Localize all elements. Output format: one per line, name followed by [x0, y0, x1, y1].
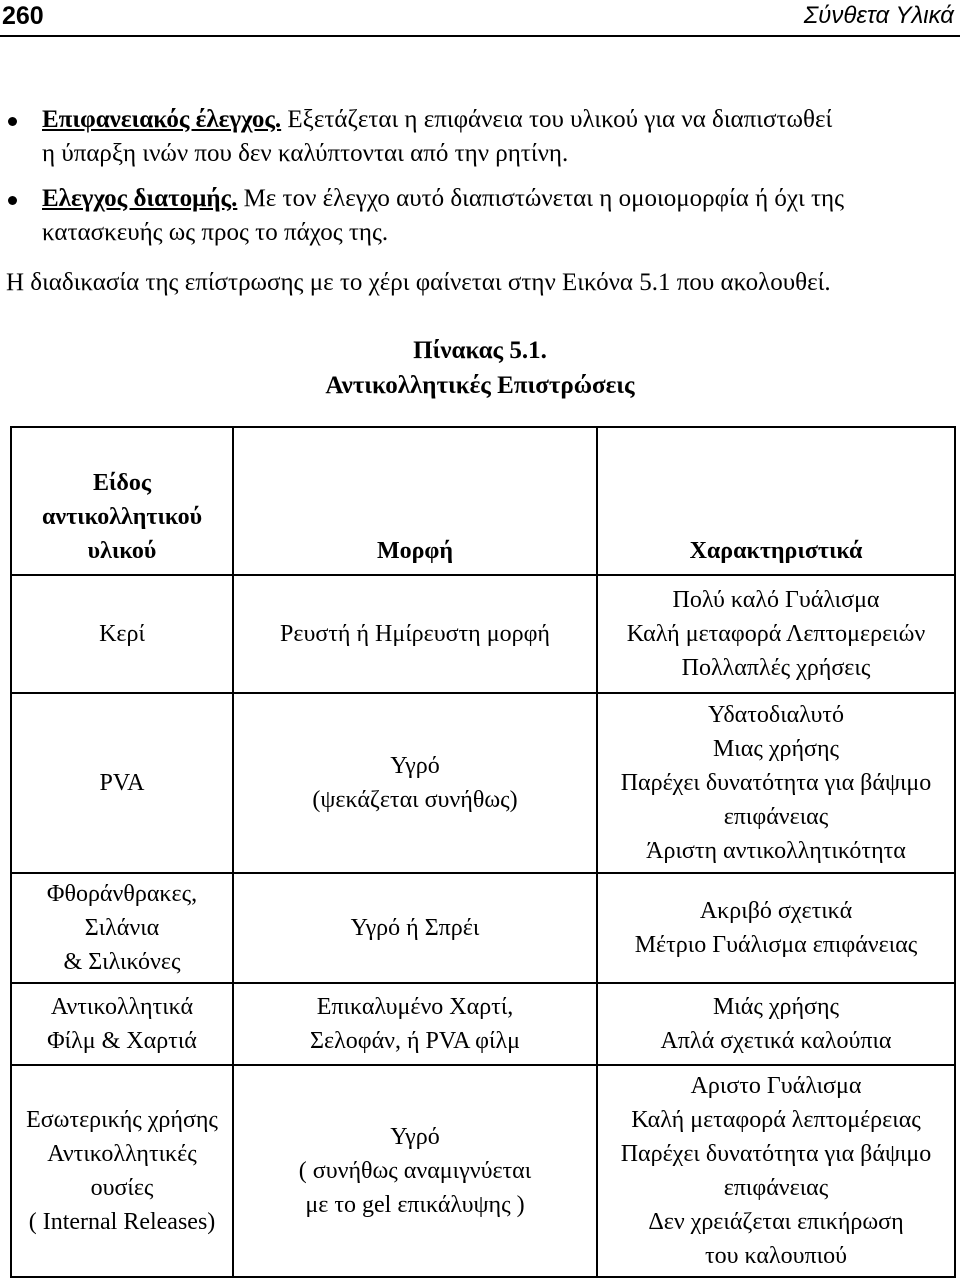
bullet-term: Ελεγχος διατομής.	[42, 185, 238, 212]
table-row	[11, 983, 955, 1065]
bullet-line: η ύπαρξη ινών που δεν καλύπτονται από την ρητίνη.	[42, 140, 569, 167]
cell-type: Αντικολλητικά Φίλμ & Χαρτιά	[11, 983, 233, 1065]
cell-features: Πολύ καλό Γυάλισμα Καλή μεταφορά Λεπτομερειών Πολλαπλές χρήσεις	[597, 575, 955, 693]
cell-form: Υγρό (ψεκάζεται συνήθως)	[233, 693, 597, 873]
table-row	[11, 873, 955, 983]
cell-form: Υγρό ( συνήθως αναμιγνύεται με το gel επικάλυψης )	[233, 1065, 597, 1277]
cell-type: PVA	[11, 693, 233, 873]
bullet-text	[42, 103, 960, 171]
header-features: Χαρακτηριστικά	[597, 427, 955, 575]
bullet-line: Εξετάζεται η επιφάνεια του υλικού για να διαπιστωθεί	[287, 106, 833, 133]
cell-form: Επικαλυμένο Χαρτί, Σελοφάν, ή PVA φίλμ	[233, 983, 597, 1065]
cell-features: Μιάς χρήσης Απλά σχετικά καλούπια	[597, 983, 955, 1065]
cell-type: Κερί	[11, 575, 233, 693]
cell-form: Υγρό ή Σπρέι	[233, 873, 597, 983]
table-header-row	[11, 427, 955, 575]
page-number: 260	[2, 2, 44, 30]
bullet-icon	[8, 117, 17, 126]
table-row	[11, 693, 955, 873]
release-coatings-table	[10, 426, 956, 1278]
cell-features: Υδατοδιαλυτό Μιας χρήσης Παρέχει δυνατότητα για βάψιμο επιφάνειας Άριστη αντικολλητικότητα	[597, 693, 955, 873]
table-row	[11, 1065, 955, 1277]
cell-type: Εσωτερικής χρήσης Αντικολλητικές ουσίες ( Internal Releases)	[11, 1065, 233, 1277]
cell-features: Αριστο Γυάλισμα Καλή μεταφορά λεπτομέρειας Παρέχει δυνατότητα για βάψιμο επιφάνειας Δεν χρειάζεται επικήρωση του καλουπιού	[597, 1065, 955, 1277]
bullet-term: Επιφανειακός έλεγχος.	[42, 106, 282, 133]
running-title: Σύνθετα Υλικά	[803, 2, 954, 29]
table-caption-number: Πίνακας 5.1.	[413, 337, 547, 364]
cell-type: Φθοράνθρακες, Σιλάνια & Σιλικόνες	[11, 873, 233, 983]
page-header	[0, 0, 960, 36]
cell-features: Ακριβό σχετικά Μέτριο Γυάλισμα επιφάνειας	[597, 873, 955, 983]
bullet-line: Με τον έλεγχο αυτό διαπιστώνεται η ομοιομορφία ή όχι της	[243, 185, 844, 212]
header-form: Μορφή	[233, 427, 597, 575]
table-row	[11, 575, 955, 693]
bullet-icon	[8, 196, 17, 205]
bullet-text	[42, 182, 960, 250]
cell-form: Ρευστή ή Ημίρευστη μορφή	[233, 575, 597, 693]
body-paragraph: Η διαδικασία της επίστρωσης με το χέρι φαίνεται στην Εικόνα 5.1 που ακολουθεί.	[6, 269, 831, 296]
bullet-line: κατασκευής ως προς το πάχος της.	[42, 219, 389, 246]
table-caption-title: Αντικολλητικές Επιστρώσεις	[325, 372, 635, 399]
header-rule	[0, 35, 960, 37]
header-type: Είδος αντικολλητικού υλικού	[11, 427, 233, 575]
